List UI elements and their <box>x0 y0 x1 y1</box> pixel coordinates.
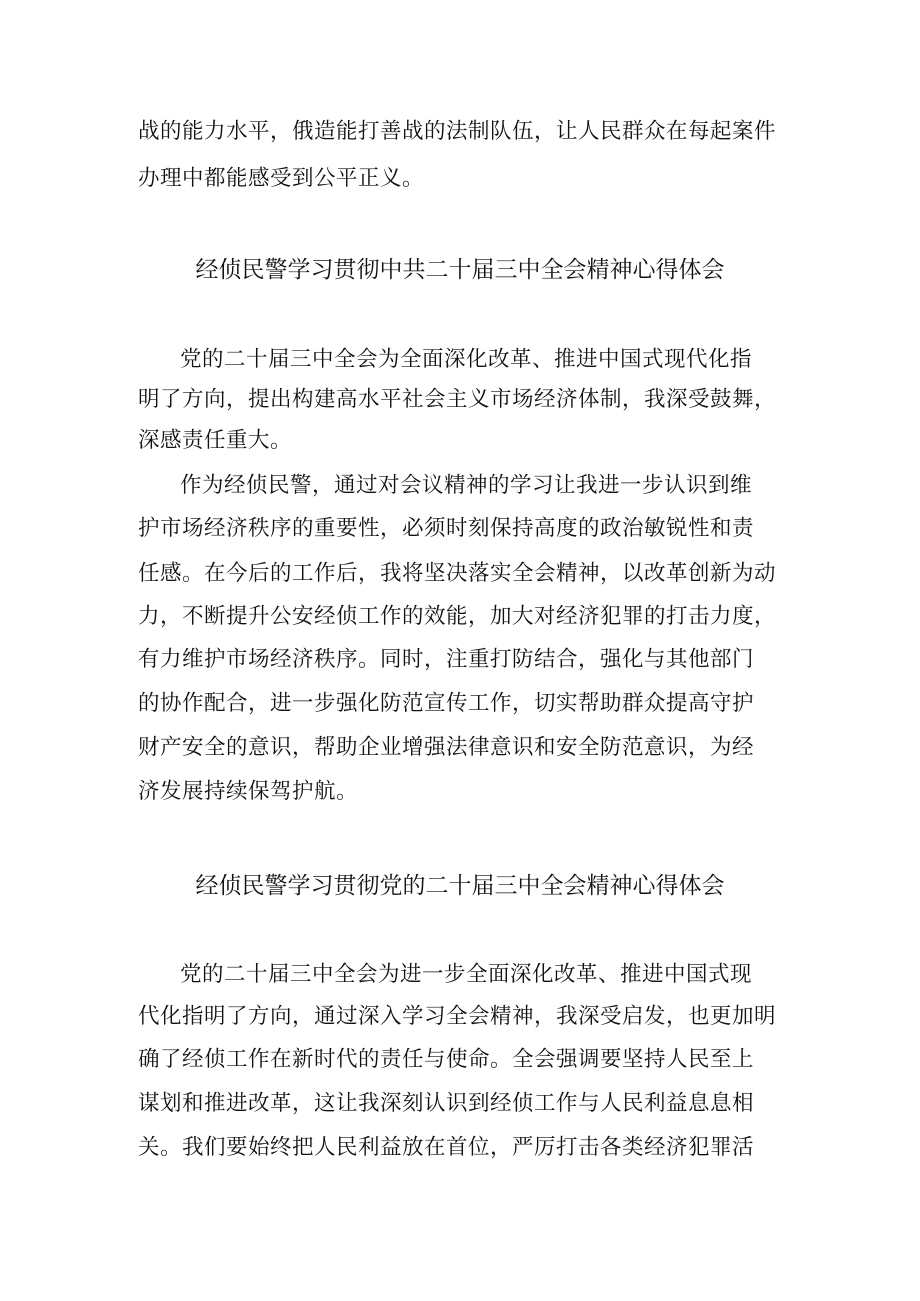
paragraph-line: 作为经侦民警，通过对会议精神的学习让我进一步认识到维 <box>180 473 753 498</box>
paragraph-line: 确了经侦工作在新时代的责任与使命。全会强调要坚持人民至上 <box>138 1047 755 1072</box>
intro-line: 办理中都能感受到公平正义。 <box>138 166 425 191</box>
paragraph-line: 护市场经济秩序的重要性，必须时刻保持高度的政治敏锐性和责 <box>138 516 755 541</box>
paragraph-line: 代化指明了方向，通过深入学习全会精神，我深受启发，也更加明 <box>138 1004 777 1029</box>
paragraph-line: 有力维护市场经济秩序。同时，注重打防结合，强化与其他部门 <box>138 647 755 672</box>
paragraph-line: 财产安全的意识，帮助企业增强法律意识和安全防范意识，为经 <box>138 735 755 760</box>
paragraph-line: 任感。在今后的工作后，我将坚决落实全会精神，以改革创新为动 <box>138 561 777 586</box>
paragraph-line: 济发展持续保驾护航。 <box>138 779 359 804</box>
paragraph-line: 关。我们要始终把人民利益放在首位，严厉打击各类经济犯罪活 <box>138 1135 755 1160</box>
paragraph-line: 谋划和推进改革，这让我深刻认识到经侦工作与人民利益息息相 <box>138 1091 755 1116</box>
paragraph-line: 的协作配合，进一步强化防范宣传工作，切实帮助群众提高守护 <box>138 691 755 716</box>
paragraph-line: 力，不断提升公安经侦工作的效能，加大对经济犯罪的打击力度， <box>138 604 777 629</box>
paragraph-line: 深感责任重大。 <box>138 428 293 453</box>
section-title: 经侦民警学习贯彻党的二十届三中全会精神心得体会 <box>195 873 725 899</box>
paragraph-line: 党的二十届三中全会为进一步全面深化改革、推进中国式现 <box>180 962 753 987</box>
section-title: 经侦民警学习贯彻中共二十届三中全会精神心得体会 <box>195 257 725 283</box>
intro-line: 战的能力水平，俄造能打善战的法制队伍，让人民群众在每起案件 <box>138 119 777 144</box>
paragraph-line: 党的二十届三中全会为全面深化改革、推进中国式现代化指 <box>180 347 753 372</box>
paragraph-line: 明了方向，提出构建高水平社会主义市场经济体制，我深受鼓舞， <box>138 387 777 412</box>
